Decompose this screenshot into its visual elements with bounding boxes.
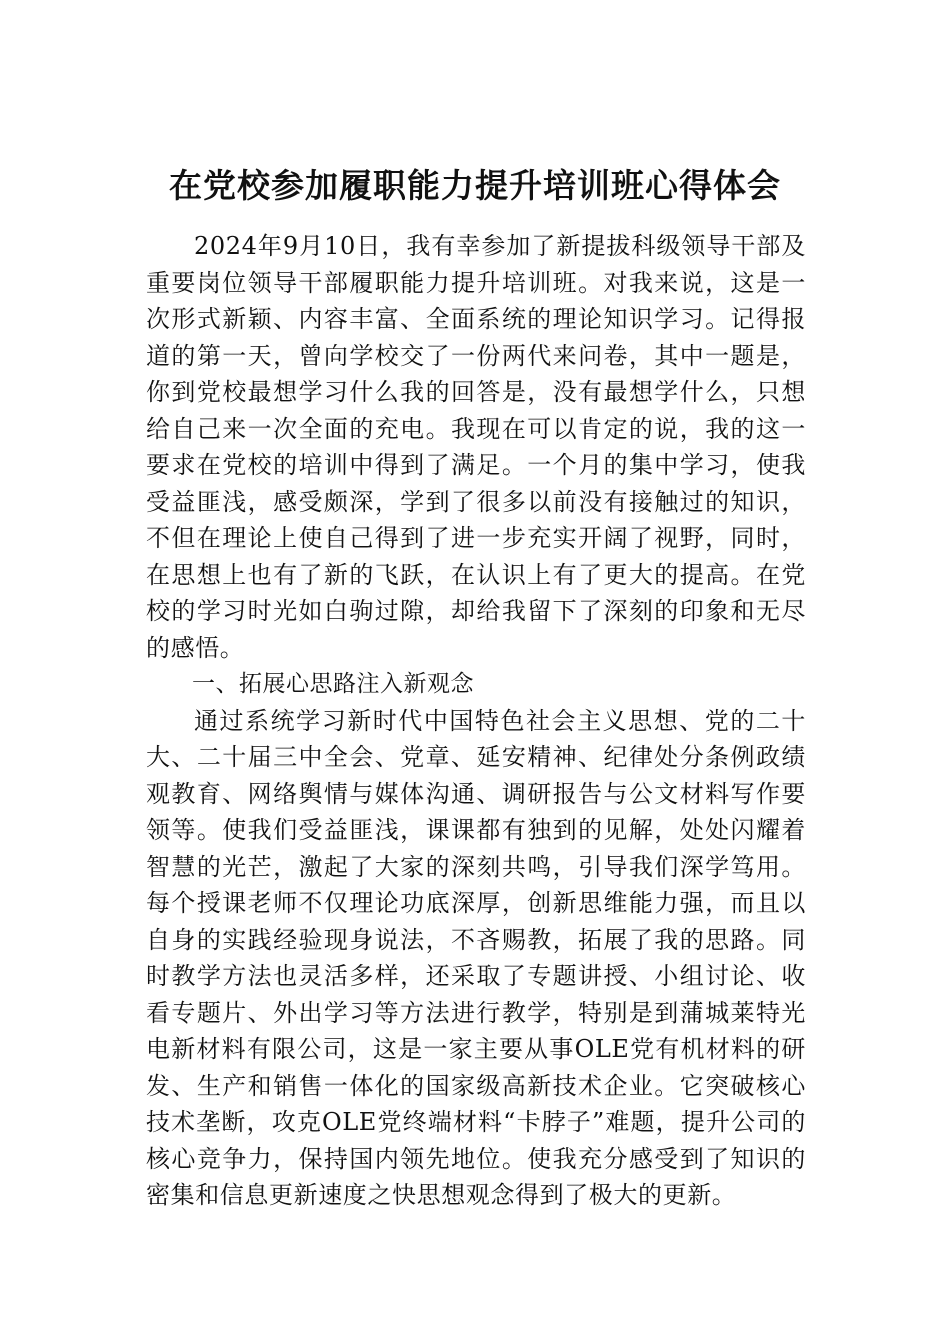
document-title: 在党校参加履职能力提升培训班心得体会	[169, 166, 781, 205]
intro-paragraph: 2024年9月10日，我有幸参加了新提拔科级领导干部及重要岗位领导干部履职能力提升培训班。对我来说，这是一次形式新颖、内容丰富、全面系统的理论知识学习。记得报道的第一天，曾向学校交了一份两代来问卷，其中一题是，你到党校最想学习什么我的回答是，没有最想学什么，只想给自己来一次全面的充电。我现在可以肯定的说，我的这一要求在党校的培训中得到了满足。一个月的集中学习，使我受益匪浅，感受颇深，学到了很多以前没有接触过的知识，不但在理论上使自己得到了进一步充实开阔了视野，同时，在思想上也有了新的飞跃，在认识上有了更大的提高。在党校的学习时光如白驹过隙，却给我留下了深刻的印象和无尽的感悟。	[146, 232, 806, 662]
section-1-paragraph: 通过系统学习新时代中国特色社会主义思想、党的二十大、二十届三中全会、党章、延安精神、纪律处分条例政绩观教育、网络舆情与媒体沟通、调研报告与公文材料写作要领等。使我们受益匪浅，课课都有独到的见解，处处闪耀着智慧的光芒，激起了大家的深刻共鸣，引导我们深学笃用。每个授课老师不仅理论功底深厚，创新思维能力强，而且以自身的实践经验现身说法，不吝赐教，拓展了我的思路。同时教学方法也灵活多样，还采取了专题讲授、小组讨论、收看专题片、外出学习等方法进行教学，特别是到蒲城莱特光电新材料有限公司，这是一家主要从事OLE党有机材料的研发、生产和销售一体化的国家级高新技术企业。它突破核心技术垄断，攻克OLE党终端材料“卡脖子”难题，提升公司的核心竞争力，保持国内领先地位。使我充分感受到了知识的密集和信息更新速度之快思想观念得到了极大的更新。	[146, 706, 806, 1209]
document-body	[146, 228, 806, 1214]
section-heading-1: 一、拓展心思路注入新观念	[192, 671, 474, 697]
